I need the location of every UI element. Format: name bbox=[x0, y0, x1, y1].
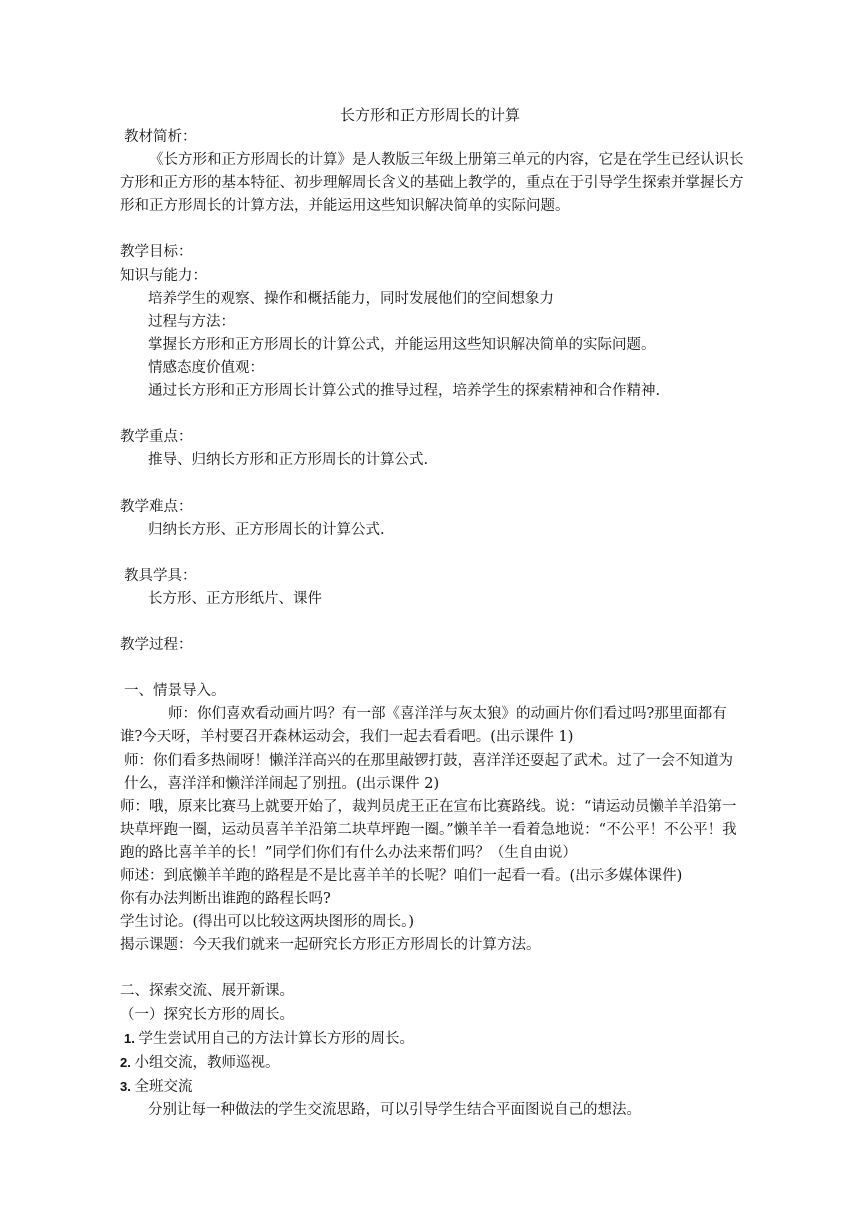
step-3: 3. 全班交流 bbox=[120, 1078, 193, 1095]
step-2: 2. 小组交流，教师巡视。 bbox=[120, 1054, 280, 1071]
process-method-label: 过程与方法： bbox=[148, 313, 235, 330]
emotion-text: 通过长方形和正方形周长计算公式的推导过程，培养学生的探索精神和合作精神. bbox=[148, 383, 661, 400]
tools-text: 长方形、正方形纸片、课件 bbox=[148, 590, 322, 607]
part1-paragraph-4: 师述：到底懒羊羊跑的路程是不是比喜羊羊的长呢？咱们一起看一看。(出示多媒体课件) bbox=[120, 868, 683, 884]
emotion-label: 情感态度价值观： bbox=[148, 359, 264, 376]
part1-paragraph-1: 师：你们喜欢看动画片吗？有一部《喜洋洋与灰太狼》的动画片你们看过吗?那里面都有谁?今天呀，羊村要召开森林运动会，我们一起去看看吧。(出示课件 1) bbox=[120, 706, 727, 746]
step-1-number: 1 bbox=[124, 1030, 132, 1046]
process-method-text: 掌握长方形和正方形周长的计算公式，并能运用这些知识解决简单的实际问题。 bbox=[148, 336, 656, 353]
spacer bbox=[120, 657, 745, 680]
part1-paragraph-6: 学生讨论。(得出可以比较这两块图形的周长。) bbox=[120, 914, 415, 931]
spacer bbox=[120, 472, 745, 495]
spacer bbox=[120, 611, 745, 634]
tools-label: 教具学具： bbox=[124, 567, 197, 584]
spacer bbox=[120, 542, 745, 565]
knowledge-label: 知识与能力： bbox=[120, 267, 207, 284]
knowledge-text: 培养学生的观察、操作和概括能力，同时发展他们的空间想象力 bbox=[148, 290, 554, 307]
part1-heading: 一、情景导入。 bbox=[124, 683, 226, 700]
step-2-text: 小组交流，教师巡视。 bbox=[134, 1054, 280, 1071]
textbook-paragraph: 《长方形和正方形周长的计算》是人教版三年级上册第三单元的内容，它是在学生已经认识长方形和正方形的基本特征、初步理解周长含义的基础上教学的，重点在于引导学生探索并掌握长方形和正方形周长的计算方法，并能运用这些知识解决简单的实际问题。 bbox=[120, 152, 744, 215]
spacer bbox=[120, 218, 745, 241]
part1-paragraph-7: 揭示课题：今天我们就来一起研究长方形正方形周长的计算方法。 bbox=[120, 937, 541, 954]
teaching-process-label: 教学过程： bbox=[120, 637, 193, 654]
part2-subheading: （一）探究长方形的周长。 bbox=[120, 1006, 294, 1023]
key-points-label: 教学重点： bbox=[120, 429, 193, 446]
difficulty-text: 归纳长方形、正方形周长的计算公式. bbox=[148, 521, 385, 538]
step-1-text: 学生尝试用自己的方法计算长方形的周长。 bbox=[138, 1030, 414, 1047]
key-points-text: 推导、归纳长方形和正方形周长的计算公式. bbox=[148, 452, 429, 469]
document-body bbox=[120, 126, 745, 1122]
part1-paragraph-5: 你有办法判断出谁跑的路程长吗? bbox=[120, 891, 331, 908]
spacer bbox=[120, 403, 745, 426]
part1-paragraph-3: 师：哦，原来比赛马上就要开始了，裁判员虎王正在宣布比赛路线。说：“请运动员懒羊羊沿第一块草坪跑一圈，运动员喜羊羊沿第二块草坪跑一圈。”懒羊羊一看着急地说：“不公平！不公平！我跑的路比喜羊羊的长！”同学们你们有什么办法来帮们吗？（生自由说） bbox=[120, 798, 737, 861]
spacer bbox=[120, 957, 745, 980]
step-3-text: 全班交流 bbox=[134, 1078, 193, 1095]
part1-paragraph-2: 师：你们看多热闹呀！懒洋洋高兴的在那里敲锣打鼓，喜洋洋还耍起了武术。过了一会不知道为什么，喜洋洋和懒洋洋闹起了别扭。(出示课件 2) bbox=[124, 752, 733, 792]
difficulty-label: 教学难点： bbox=[120, 498, 193, 515]
step-3-number: 3 bbox=[120, 1078, 128, 1094]
page-title: 长方形和正方形周长的计算 bbox=[339, 106, 520, 124]
step-3-detail: 分别让每一种做法的学生交流思路，可以引导学生结合平面图说自己的想法。 bbox=[148, 1101, 641, 1118]
step-2-number: 2 bbox=[120, 1054, 128, 1070]
part2-heading: 二、探索交流、展开新课。 bbox=[120, 983, 294, 1000]
goals-label: 教学目标： bbox=[120, 244, 193, 261]
textbook-label: 教材简析： bbox=[124, 129, 197, 145]
step-1: 1. 学生尝试用自己的方法计算长方形的周长。 bbox=[124, 1030, 414, 1047]
